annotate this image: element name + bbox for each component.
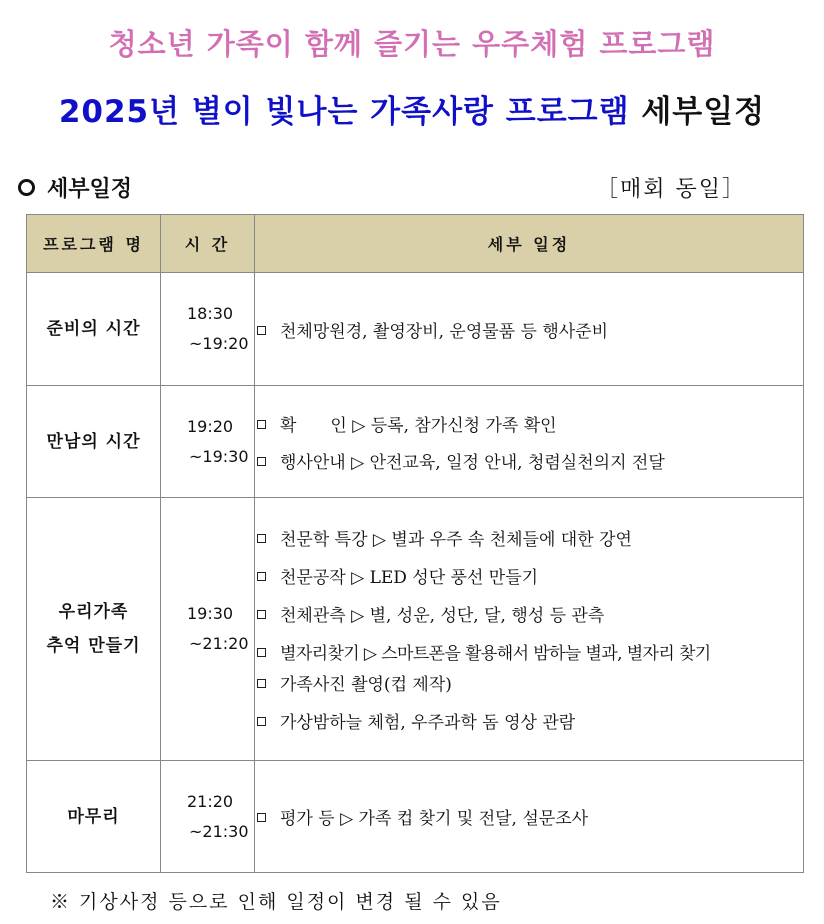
time-start: 18:30 <box>187 304 234 323</box>
program-cell: 만남의 시간 <box>27 386 161 498</box>
square-bullet-icon <box>257 326 266 335</box>
detail-cell <box>255 498 804 761</box>
time-cell <box>161 761 255 873</box>
square-bullet-icon <box>257 679 266 688</box>
time-cell <box>161 273 255 386</box>
table-row <box>27 386 804 498</box>
time-end: ~19:20 <box>189 334 249 353</box>
detail-item: 행사안내 ▷ 안전교육, 일정 안내, 청렴실천의지 전달 <box>255 448 803 473</box>
page-title: 청소년 가족이 함께 즐기는 우주체험 프로그램 <box>108 27 716 61</box>
square-bullet-icon <box>257 420 266 429</box>
page-subtitle <box>0 86 824 131</box>
detail-item: 별자리찾기 ▷ 스마트폰을 활용해서 밤하늘 별과, 별자리 찾기 <box>255 639 803 664</box>
time-start: 19:20 <box>187 416 234 436</box>
time-end: ~21:30 <box>189 821 249 841</box>
detail-item: 천문학 특강 ▷ 별과 우주 속 천체들에 대한 강연 <box>255 525 803 550</box>
detail-item: 확 인 ▷ 등록, 참가신청 가족 확인 <box>255 411 803 436</box>
square-bullet-icon <box>257 813 266 822</box>
detail-cell <box>255 761 804 873</box>
detail-cell <box>255 386 804 498</box>
table-row <box>27 273 804 386</box>
program-line: 우리가족 <box>58 602 129 622</box>
time-end: ~21:20 <box>189 634 249 653</box>
square-bullet-icon <box>257 534 266 543</box>
detail-item: 천체관측 ▷ 별, 성운, 성단, 달, 행성 등 관측 <box>255 601 803 626</box>
square-bullet-icon <box>257 457 266 466</box>
table-row <box>27 761 804 873</box>
section-heading <box>18 172 132 203</box>
footnote: ※ 기상사정 등으로 인해 일정이 변경 될 수 있음 <box>50 891 502 913</box>
time-end: ~19:30 <box>189 446 249 466</box>
program-cell: 마무리 <box>27 761 161 873</box>
time-cell <box>161 386 255 498</box>
program-cell <box>27 498 161 761</box>
schedule-table <box>26 214 804 873</box>
square-bullet-icon <box>257 610 266 619</box>
circle-bullet-icon <box>18 179 35 196</box>
detail-item: 천체망원경, 촬영장비, 운영물품 등 행사준비 <box>255 317 803 342</box>
detail-item: 평가 등 ▷ 가족 컵 찾기 및 전달, 설문조사 <box>255 804 803 829</box>
program-line: 추억 만들기 <box>46 636 141 656</box>
section-title: 세부일정 <box>47 176 133 202</box>
detail-item: 가상밤하늘 체험, 우주과학 돔 영상 관람 <box>255 708 803 733</box>
time-cell <box>161 498 255 761</box>
detail-cell <box>255 273 804 386</box>
time-start: 21:20 <box>187 791 234 811</box>
detail-item: 천문공작 ▷ LED 성단 풍선 만들기 <box>255 563 803 588</box>
header-program: 프로그램 명 <box>27 215 161 273</box>
header-detail: 세부 일정 <box>255 215 804 273</box>
square-bullet-icon <box>257 648 266 657</box>
subtitle-schedule-word: 세부일정 <box>641 94 766 130</box>
same-each-session-note: ［매회 동일］ <box>595 177 746 202</box>
header-time: 시 간 <box>161 215 255 273</box>
square-bullet-icon <box>257 572 266 581</box>
square-bullet-icon <box>257 717 266 726</box>
program-cell: 준비의 시간 <box>27 273 161 386</box>
detail-item: 가족사진 촬영(컵 제작) <box>255 670 803 695</box>
table-header-row <box>27 215 804 273</box>
table-row <box>27 498 804 761</box>
time-start: 19:30 <box>187 604 234 623</box>
subtitle-program-name: 2025년 별이 빛나는 가족사랑 프로그램 <box>58 94 630 130</box>
